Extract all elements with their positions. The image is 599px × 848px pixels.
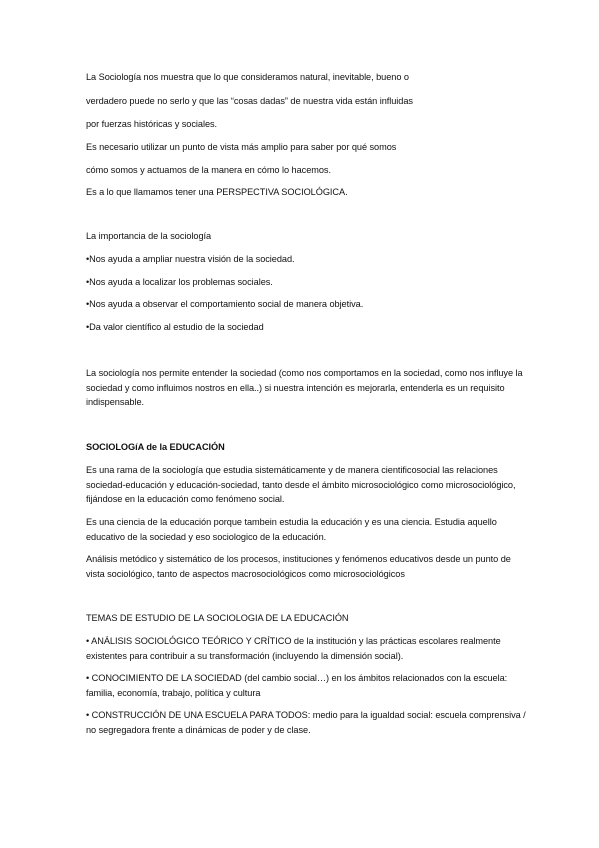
temas-heading: TEMAS DE ESTUDIO DE LA SOCIOLOGIA DE LA EDUCACIÓN — [86, 613, 349, 623]
educacion-heading: SOCIOLOGíA de la EDUCACIÓN — [86, 442, 225, 452]
intro-line: Es necesario utilizar un punto de vista más amplio para saber por qué somos — [86, 142, 397, 152]
educacion-paragraph: Análisis metódico y sistemático de los procesos, instituciones y fenómenos educativos desde un punto de vista sociológico, tanto de aspectos macrosociológicos como microsociológicos — [86, 554, 511, 579]
importancia-title: La importancia de la sociología — [86, 231, 212, 241]
temas-item: • CONSTRUCCIÓN DE UNA ESCUELA PARA TODOS: medio para la igualdad social: escuela comprensiva / no segregadora frente a dinámicas de poder y de clase. — [86, 710, 526, 735]
intro-line: La Sociología nos muestra que lo que consideramos natural, inevitable, bueno o — [86, 72, 409, 82]
importancia-item: •Da valor científico al estudio de la sociedad — [86, 322, 264, 332]
intro-line: por fuerzas históricas y sociales. — [86, 119, 218, 129]
temas-item: • ANÁLISIS SOCIOLÓGICO TEÓRICO Y CRÍTICO de la institución y las prácticas escolares realmente existentes para contribuir a su transformación (incluyendo la dimensión social). — [86, 636, 501, 661]
conclusion-paragraph: La sociología nos permite entender la sociedad (como nos comportamos en la sociedad, como nos influye la sociedad y como influimos nostros en ella..) si nuestra intención es mejorarla, entenderla es un requisito indispensable. — [86, 368, 523, 407]
importancia-item: •Nos ayuda a localizar los problemas sociales. — [86, 277, 273, 287]
intro-line: cómo somos y actuamos de la manera en cómo lo hacemos. — [86, 165, 331, 175]
intro-line: verdadero puede no serlo y que las “cosas dadas” de nuestra vida están influidas — [86, 96, 413, 106]
intro-line: Es a lo que llamamos tener una PERSPECTIVA SOCIOLÓGICA. — [86, 187, 348, 197]
importancia-item: •Nos ayuda a ampliar nuestra visión de la sociedad. — [86, 254, 295, 264]
educacion-paragraph: Es una ciencia de la educación porque tambein estudia la educación y es una ciencia. Estudia aquello educativo de la sociedad y eso sociologico de la educación. — [86, 517, 497, 542]
importancia-item: •Nos ayuda a observar el comportamiento social de manera objetiva. — [86, 299, 364, 309]
educacion-paragraph: Es una rama de la sociología que estudia sistemáticamente y de manera cientificosocial las relaciones sociedad-educación y educación-sociedad, tanto desde el ámbito microsociológico como microsociológico, fijándose en la educación como fenómeno social. — [86, 465, 516, 504]
temas-item: • CONOCIMIENTO DE LA SOCIEDAD (del cambio social…) en los ámbitos relacionados con la escuela: familia, economía, trabajo, política y cultura — [86, 673, 508, 698]
